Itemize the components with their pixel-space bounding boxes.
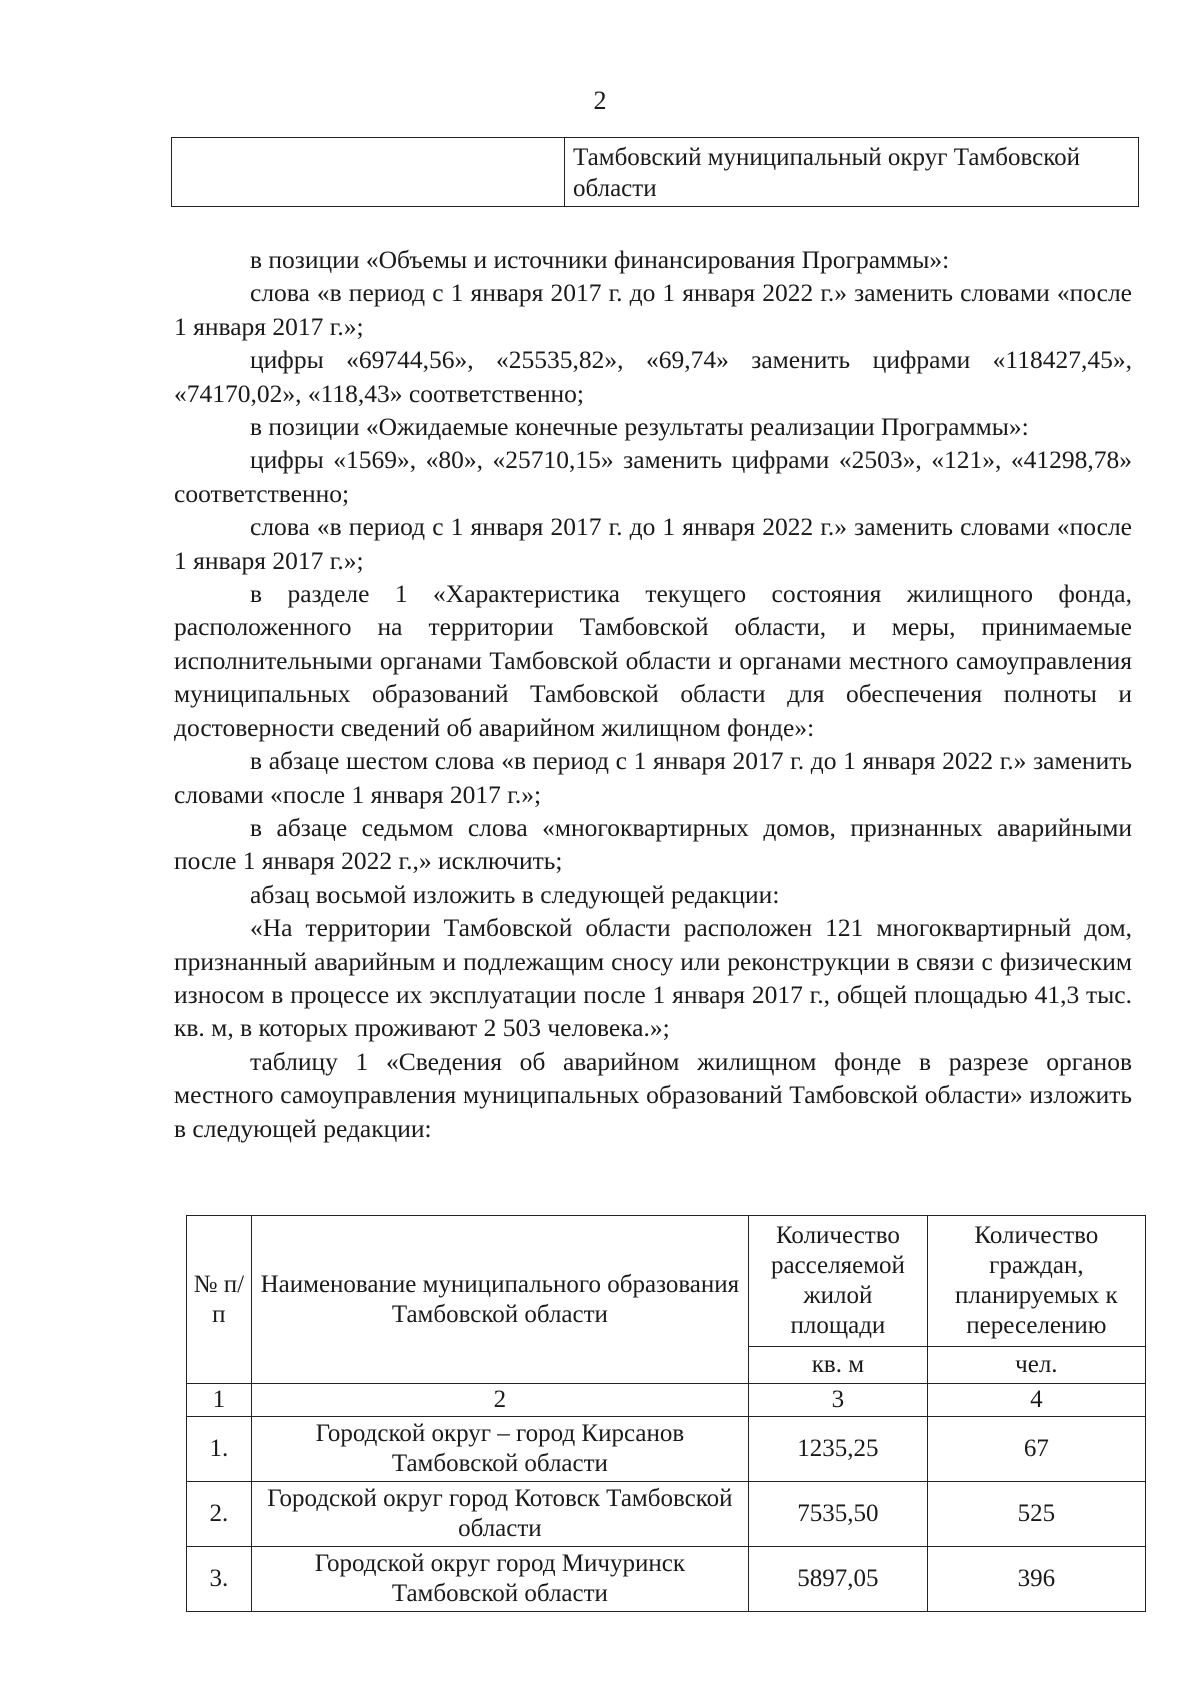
row-people: 67	[927, 1417, 1145, 1482]
page-number: 2	[593, 86, 607, 115]
paragraph: в позиции «Объемы и источники финансирования Программы»:	[250, 245, 950, 274]
paragraph: цифры «69744,56», «25535,82», «69,74» заменить цифрами «118427,45», «74170,02», «118,43» соответственно;	[174, 345, 1132, 408]
row-num: 2.	[187, 1482, 252, 1547]
row-name: Городской округ город Котовск Тамбовской области	[251, 1482, 748, 1547]
header-table	[171, 137, 1139, 207]
paragraph: «На территории Тамбовской области расположен 121 многоквартирный дом, признанный аварийным и подлежащим сносу или реконструкции в связи с физическим износом в процессе их эксплуатации после 1 января 2017 г., общей площадью 41,3 тыс. кв. м, в которых проживают 2 503 человека.»;	[174, 913, 1132, 1043]
header-area: Количество расселяемой жилой площади	[749, 1216, 928, 1347]
paragraph: таблицу 1 «Сведения об аварийном жилищном фонде в разрезе органов местного самоуправления муниципальных образований Тамбовской области» изложить в следующей редакции:	[174, 1046, 1132, 1143]
header-people: Количество граждан, планируемых к переселению	[927, 1216, 1145, 1347]
paragraph: абзац восьмой изложить в следующей редакции:	[250, 879, 780, 909]
table-row	[187, 1482, 1146, 1547]
unit-people: чел.	[927, 1347, 1145, 1384]
paragraph: цифры «1569», «80», «25710,15» заменить цифрами «2503», «121», «41298,78» соответственно;	[174, 445, 1132, 508]
row-area: 5897,05	[749, 1547, 928, 1612]
body-text	[174, 243, 1132, 1145]
column-number: 3	[749, 1384, 928, 1417]
paragraph: слова «в период с 1 января 2017 г. до 1 января 2022 г.» заменить словами «после 1 января 2017 г.»;	[174, 512, 1132, 575]
table-row	[187, 1417, 1146, 1482]
column-number: 4	[927, 1384, 1145, 1417]
row-name: Городской округ – город Кирсанов Тамбовской области	[251, 1417, 748, 1482]
paragraph: в абзаце шестом слова «в период с 1 января 2017 г. до 1 января 2022 г.» заменить словами «после 1 января 2017 г.»;	[174, 746, 1132, 809]
paragraph: в разделе 1 «Характеристика текущего состояния жилищного фонда, расположенного на территории Тамбовской области, и меры, принимаемые исполнительными органами Тамбовской области и органами местного самоуправления муниципальных образований Тамбовской области для обеспечения полноты и достоверности сведений об аварийном жилищном фонде»:	[174, 579, 1132, 742]
row-name: Городской округ город Мичуринск Тамбовской области	[251, 1547, 748, 1612]
header-table-right-cell: Тамбовский муниципальный округ Тамбовской области	[565, 138, 1139, 207]
paragraph: в позиции «Ожидаемые конечные результаты реализации Программы»:	[250, 412, 1029, 442]
row-people: 525	[927, 1482, 1145, 1547]
table-row	[187, 1547, 1146, 1612]
header-table-empty-cell	[172, 138, 565, 207]
row-area: 1235,25	[749, 1417, 928, 1482]
row-num: 1.	[187, 1417, 252, 1482]
row-num: 3.	[187, 1547, 252, 1612]
header-num: № п/п	[187, 1216, 252, 1384]
paragraph: слова «в период с 1 января 2017 г. до 1 января 2022 г.» заменить словами «после 1 января 2017 г.»;	[174, 278, 1132, 341]
row-people: 396	[927, 1547, 1145, 1612]
header-name: Наименование муниципального образования Тамбовской области	[251, 1216, 748, 1384]
unit-area: кв. м	[749, 1347, 928, 1384]
housing-data-table	[186, 1215, 1146, 1612]
column-number-row	[187, 1384, 1146, 1417]
column-number: 2	[251, 1384, 748, 1417]
paragraph: в абзаце седьмом слова «многоквартирных домов, признанных аварийными после 1 января 2022 г.,» исключить;	[174, 812, 1132, 876]
row-area: 7535,50	[749, 1482, 928, 1547]
column-number: 1	[187, 1384, 252, 1417]
